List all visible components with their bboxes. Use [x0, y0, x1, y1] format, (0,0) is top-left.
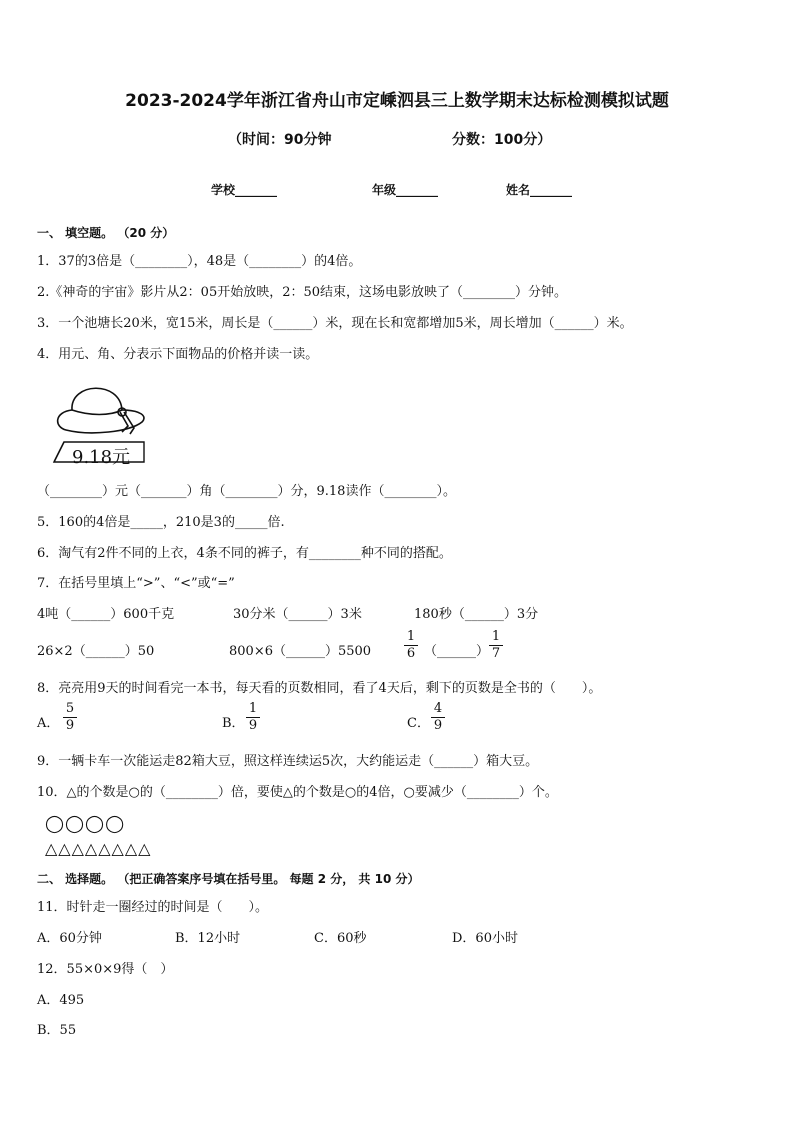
triangle-shapes-row: △△△△△△△△ [45, 839, 152, 858]
q8-option-c-label: C． [407, 716, 430, 731]
q8-option-a-fraction [63, 701, 77, 734]
grade-field: 年级_______ [372, 183, 439, 197]
question-6: 6．淘气有2件不同的上衣，4条不同的裤子，有________种不同的搭配。 [37, 546, 452, 561]
q11-option-c: C．60秒 [314, 931, 367, 946]
q7-fraction-left [404, 629, 418, 662]
q7-item-4: 26×2（______）50 [37, 644, 155, 659]
question-9: 9．一辆卡车一次能运走82箱大豆，照这样连续运5次，大约能运走（______）箱大豆。 [37, 754, 539, 769]
fraction-denominator: 6 [406, 646, 416, 661]
price-tag-label: 9.18元 [72, 447, 131, 468]
question-8: 8．亮亮用9天的时间看完一本书，每天看的页数相同，看了4天后，剩下的页数是全书的（ ）。 [37, 681, 602, 696]
q7-item-1: 4吨（______）600千克 [37, 607, 175, 622]
q7-item-5: 800×6（______）5500 [229, 644, 372, 659]
q7-fraction-right [489, 629, 503, 662]
q11-option-b: B．12小时 [175, 931, 241, 946]
fraction-numerator: 1 [246, 701, 260, 718]
q8-option-b-label: B． [222, 716, 245, 731]
q8-option-a-label: A． [37, 716, 60, 731]
question-1: 1．37的3倍是（________），48是（________）的4倍。 [37, 254, 362, 269]
score-label: 分数：100分） [452, 132, 552, 148]
q12-option-b: B．55 [37, 1023, 77, 1038]
question-2: 2.《神奇的宇宙》影片从2：05开始放映，2：50结束，这场电影放映了（________）分钟。 [37, 285, 568, 300]
fraction-denominator: 9 [65, 718, 75, 733]
fraction-numerator: 5 [63, 701, 77, 718]
q11-option-a: A．60分钟 [37, 931, 102, 946]
fraction-denominator: 9 [433, 718, 443, 733]
question-4: 4．用元、角、分表示下面物品的价格并读一读。 [37, 347, 319, 362]
q7-item-3: 180秒（______）3分 [414, 607, 539, 622]
fraction-denominator: 9 [248, 718, 258, 733]
question-12: 12．55×0×9得（ ） [37, 962, 174, 977]
q8-option-b-fraction [246, 701, 260, 734]
q12-option-a: A．495 [37, 993, 85, 1008]
fraction-numerator: 4 [431, 701, 445, 718]
question-10: 10．△的个数是○的（________）倍，要使△的个数是○的4倍，○要减少（________）个。 [37, 785, 558, 800]
section-heading-choice: 二、 选择题。 （把正确答案序号填在括号里。 每题 2 分， 共 10 分） [37, 872, 420, 886]
time-label: （时间：90分钟 [228, 132, 332, 148]
question-3: 3．一个池塘长20米，宽15米，周长是（______）米，现在长和宽都增加5米，周长增加（______）米。 [37, 316, 633, 331]
question-7: 7．在括号里填上“>”、“<”或“=” [37, 576, 235, 591]
hat-icon [58, 388, 144, 434]
question-11: 11．时针走一圈经过的时间是（ ）。 [37, 900, 269, 915]
question-4-answer: （________）元（_______）角（________）分，9.18读作（________）。 [37, 484, 456, 499]
section-heading-fill-blank: 一、 填空题。 （20 分） [37, 226, 175, 240]
circle-shapes-row: ◯◯◯◯ [45, 814, 126, 834]
fraction-denominator: 7 [491, 646, 501, 661]
q8-option-c-fraction [431, 701, 445, 734]
q7-fraction-blank: （______） [424, 644, 490, 659]
fraction-numerator: 1 [489, 629, 503, 646]
fraction-numerator: 1 [404, 629, 418, 646]
q7-item-2: 30分米（______）3米 [233, 607, 362, 622]
school-field: 学校_______ [211, 183, 278, 197]
exam-title: 2023-2024学年浙江省舟山市定嵊泗县三上数学期末达标检测模拟试题 [125, 91, 669, 111]
question-5: 5．160的4倍是_____，210是3的_____倍. [37, 515, 285, 530]
name-field: 姓名_______ [506, 183, 573, 197]
q11-option-d: D．60小时 [452, 931, 518, 946]
